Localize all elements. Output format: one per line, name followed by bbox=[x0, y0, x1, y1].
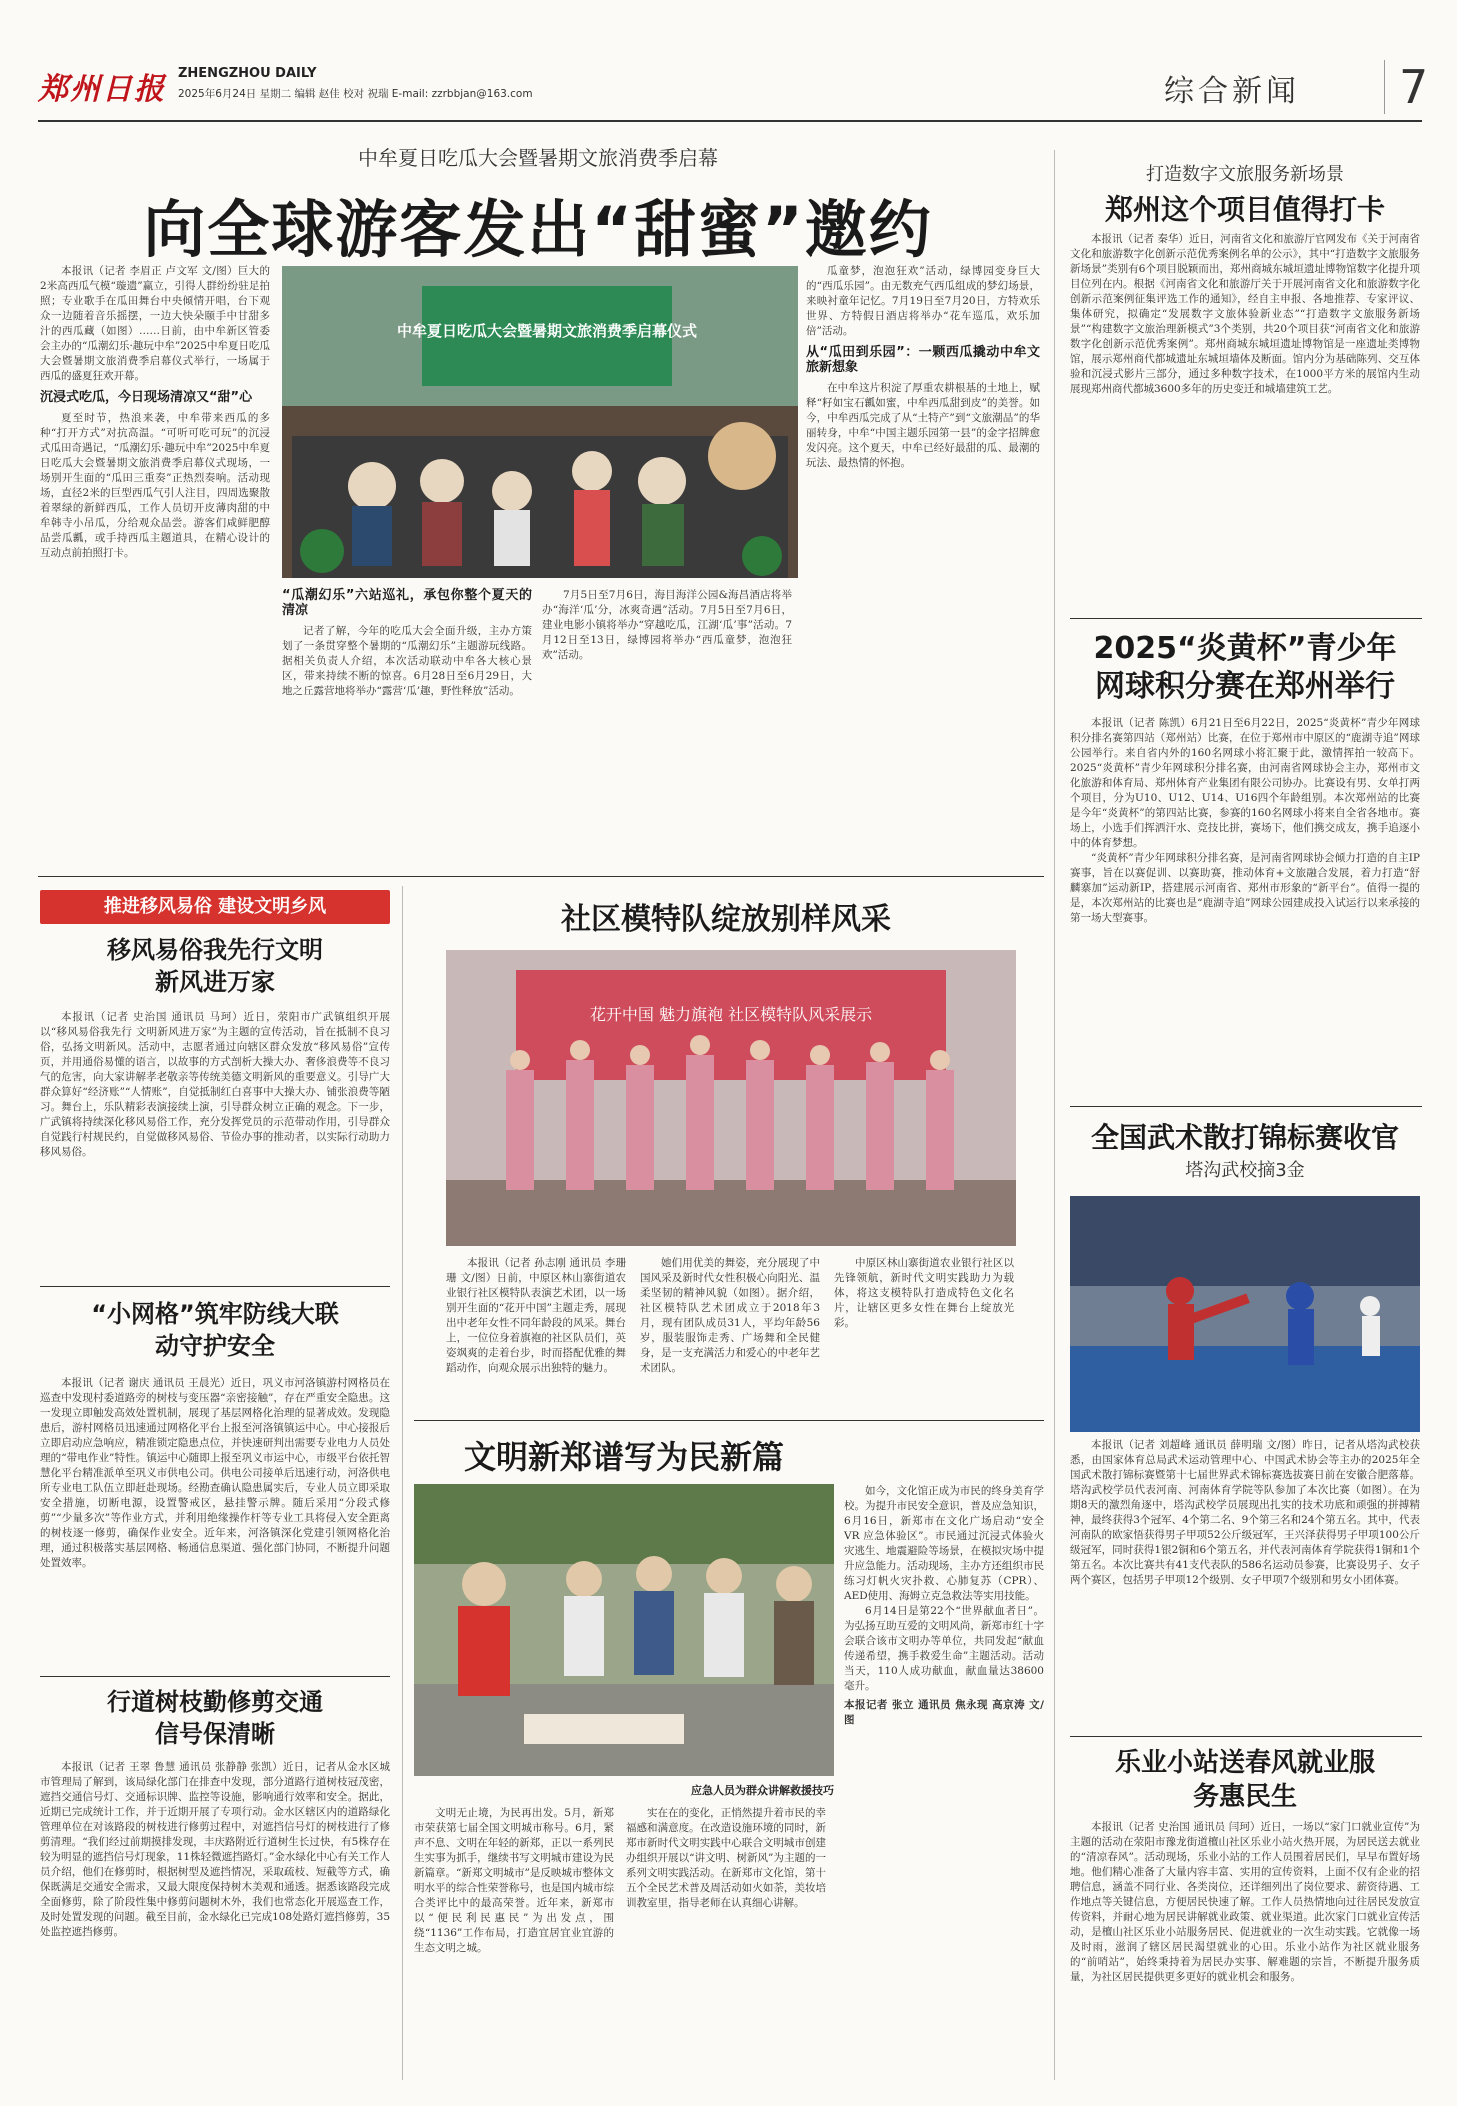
lead-col-3: 7月5日至7月6日，海目海洋公园&海昌酒店将举办“海洋‘瓜’分，冰爽奇遇”活动。7月5日至7月6日，建业电影小镇将举办“穿越吃瓜，江湖‘瓜’事”活动。7月12日至13日，绿博园将举办“西瓜童梦，泡泡狂欢”活动。 bbox=[542, 589, 792, 661]
grid-title: “小网格”筑牢防线大联动守护安全 bbox=[91, 1300, 339, 1360]
employment-body: 本报讯（记者 史治国 通讯员 闫珂）近日，一场以“家门口就业宣传”为主题的活动在荥阳市豫龙街道檀山社区乐业小站火热开展，为居民送去就业的“清凉春风”。活动现场，乐业小站的工作人员围着居民们，早早布置好场地。他们精心准备了大量内容丰富、实用的宣传资料，上面不仅有企业的招聘信息，涵盖不同行业、各类岗位，还详细列出了岗位要求、薪资待遇、工作地点等关键信息，方便居民快速了解。工作人员热情地向过往居民发放宣传资料，并耐心地为居民讲解就业政策、就业渠道。此次家门口就业宣传活动，是檀山社区乐业小站服务居民、促进就业的一次生动实践。它就像一场及时雨，滋润了辖区居民渴望就业的心田。乐业小站作为社区就业服务的“前哨站”，始终秉持着为居民办实事、解难题的宗旨，不断提升服务质量，为社区居民提供更多更好的就业机会和服务。 bbox=[1070, 1821, 1420, 1983]
rule-trees bbox=[40, 1676, 390, 1677]
rule-tennis bbox=[1070, 618, 1422, 619]
left-column-divider bbox=[402, 886, 403, 2080]
digital-title: 郑州这个项目值得打卡 bbox=[1104, 193, 1385, 226]
lead-photo-caption: “瓜潮幻乐”六站巡礼，承包你整个夏天的清凉 bbox=[282, 588, 532, 618]
trees-body: 本报讯（记者 王翠 鲁慧 通讯员 张静静 张凯）近日，记者从金水区城市管理局了解到，该局绿化部门在排查中发现，部分道路行道树枝冠茂密，遮挡交通信号灯、交通标识牌、监控等设施，影响通行效率和安全。据此，近期已完成统计工作，并于近期开展了专项行动。金水区辖区内的道路绿化管理单位在对该路段的树枝进行修剪过程中，对遮挡信号灯的树枝进行了修剪清理。“我们经过前期摸排发现，丰庆路附近行道树生长过快，有5株存在较为明显的遮挡信号灯现象，11株轻微遮挡路灯。”金水绿化中心有关工作人员介绍，他们在修剪时，根据树型及遮挡情况，采取疏枝、短截等方式，确保既满足交通安全需求，又最大限度保持树木美观和通透。据悉该路段完成全面修剪，除了阶段性集中修剪问题树木外，我们也常态化开展巡查工作，及时处置发现的问题。截至目前，金水绿化已完成108处路灯遮挡修剪，35处监控遮挡修剪。 bbox=[40, 1761, 390, 1938]
digital-kicker: 打造数字文旅服务新场景 bbox=[1146, 164, 1344, 185]
paper-name: ZHENGZHOU DAILY bbox=[178, 66, 317, 81]
column-divider bbox=[1054, 150, 1055, 2080]
models-col-3: 中原区林山寨街道农业银行社区以先锋领航，新时代文明实践助力为载体，将这支模特队打造成特色文化名片，让辖区更多女性在舞台上绽放光彩。 bbox=[834, 1257, 1014, 1329]
newspaper-logo: 郑州日报 bbox=[38, 72, 166, 107]
campaign-banner bbox=[40, 890, 390, 924]
masthead-rule bbox=[38, 120, 1422, 122]
lead-kicker: 中牟夏日吃瓜大会暨暑期文旅消费季启幕 bbox=[358, 146, 718, 170]
lead-title: 向全球游客发出“甜蜜”邀约 bbox=[143, 193, 933, 266]
employment-title: 乐业小站送春风就业服务惠民生 bbox=[1114, 1748, 1375, 1812]
rule-grid bbox=[40, 1286, 390, 1287]
page-number: 7 bbox=[1384, 60, 1428, 114]
campaign-banner-text: 推进移风易俗 建设文明乡风 bbox=[103, 896, 327, 917]
custom-title: 移风易俗我先行文明新风进万家 bbox=[107, 936, 323, 996]
tennis-title: 2025“炎黄杯”青少年网球积分赛在郑州举行 bbox=[1093, 631, 1397, 704]
models-title: 社区模特队绽放别样风采 bbox=[561, 902, 891, 937]
civilization-caption: 应急人员为群众讲解救援技巧 bbox=[691, 1784, 834, 1797]
civilization-col-2: 实在在的变化，正悄然提升着市民的幸福感和满意度。在改造设施环境的同时，新郑市新时代文明实践中心联合文明城市创建办组织开展以“讲文明、树新风”为主题的一系列文明实践活动。在新郑市文化馆，第十五个全民艺术普及周活动如火如荼，美妆培训教室里，指导老师在认真细心讲解。 bbox=[626, 1807, 826, 1909]
civilization-photo bbox=[414, 1484, 834, 1776]
tennis-body: 本报讯（记者 陈凯）6月21日至6月22日，2025“炎黄杯”青少年网球积分排名赛第四站（郑州站）比赛，在位于郑州市中原区的“鹿湖寺追”网球公园举行。来自省内外的160名网球小将汇聚于此，激情挥拍一较高下。2025“炎黄杯”青少年网球积分排名赛，由河南省网球协会主办，郑州市文化旅游和体育局、郑州体育产业集团有限公司协办。比赛设有男、女单打两个项目，分为U10、U12、U14、U16四个年龄组别。本次郑州站的比赛是今年“炎黄杯”的第四站比赛，参赛的160名网球小将来自全省各地市。赛场上，小选手们挥洒汗水、竞技比拼，赛场下，他们携交成友，携手追逐小中的体育梦想。 “炎黄杯”青少年网球积分排名赛，是河南省网球协会倾力打造的自主IP赛事，旨在以赛促训、以赛助赛，推动体育+文旅融合发展，着力打造“舒麟寨加”运动新IP，搭建展示河南省、郑州市形象的“新平台”。值得一提的是，本次郑州站的比赛也是“鹿湖寺追”网球公园建成投入试运行以来承接的第一场大型赛事。 bbox=[1070, 717, 1420, 924]
civilization-col-1: 文明无止境，为民再出发。5月，新郑市荣获第七届全国文明城市称号。6月，紧声不息、文明在年轻的新郑，正以一系列民生实事为抓手，继续书写文明城市建设为民新篇章。“新郑文明城市”是反映城市整体文明水平的综合性荣誉称号，也是国内城市综合类评比中的最高荣誉。近年来，新郑市以“便民利民惠民”为出发点，围绕“1136”工作布局，打造宜居宜业宜游的生态文明之城。 bbox=[414, 1807, 614, 1954]
lead-col-1: 本报讯（记者 李眉正 卢文军 文/图）巨大的2米高西瓜气模“璇遗”赢立，引得人群纷纷驻足拍照；专业歌手在瓜田舞台中央倾情开唱，台下观众一边随着音乐摇摆，一边大快朵颐手中甘甜多汁的西瓜藏（如图）……日前，由中牟新区管委会主办的“瓜潮幻乐·趣玩中牟”2025中牟夏日吃瓜大会暨暑期文旅消费季启幕仪式举行，一场属于西瓜的盛夏狂欢开幕。 沉浸式吃瓜，今日现场清凉又“甜”心 夏至时节，热浪来袭，中牟带来西瓜的多种“打开方式”对抗高温。“可听可吃可玩”的沉浸式瓜田奇遇记，“瓜潮幻乐·趣玩中牟”2025中牟夏日吃瓜大会暨暑期文旅消费季启幕仪式现场，一场别开生面的“瓜田三重奏”正热烈奏响。活动现场，直径2米的巨型西瓜气引人注目，四周选聚散着翠绿的新鲜西瓜，工作人员切开皮薄肉甜的中牟韩寺小吊瓜，分给观众品尝。游客们咸鲜肥醇品尝瓜瓤，或手持西瓜主题道具，在精心设计的互动点前拍照打卡。 bbox=[40, 265, 270, 559]
lead-photo-sign: 中牟夏日吃瓜大会暨暑期文旅消费季启幕仪式 bbox=[396, 322, 698, 340]
wushu-title: 全国武术散打锦标赛收官 bbox=[1090, 1121, 1399, 1154]
wushu-photo bbox=[1070, 1196, 1420, 1432]
models-col-1: 本报讯（记者 孙志刚 通讯员 李珊珊 文/图）日前，中原区林山寨街道农业银行社区模特队表演艺术团，以一场别开生面的“花开中国”主题走秀，展现出中老年女性不同年龄段的风采。舞台上，一位位身着旗袍的社区队员们，英姿飒爽的走着台步，时而搭配优雅的舞蹈动作，向观众展示出独特的魅力。 bbox=[446, 1257, 626, 1374]
lead-subhead-2: 从“瓜田到乐园”：一颗西瓜撬动中牟文旅新想象 bbox=[806, 345, 1040, 375]
civilization-col-3: 如今，文化馆正成为市民的终身美育学校。为提升市民安全意识，普及应急知识，6月16日，新郑市在文化广场启动“安全 VR 应急体验区”。市民通过沉浸式体验火灾逃生、地震避险等场景，在模拟灾场中提升应急能力。活动现场，主办方还组织市民练习灯帆火灾扑救、心肺复苏（CPR）、AED使用、海姆立克急救法等实用技能。 6月14日是第22个“世界献血者日”。为弘扬互助互爱的文明风尚，新郑市红十字会联合该市文明办等单位，共同发起“献血传递希望，携手救爱生命”主题活动。活动当天，110人成功献血，献血量达38600毫升。 本报记者 张立 通讯员 焦永现 高京涛 文/图 bbox=[844, 1485, 1044, 1726]
digital-body: 本报讯（记者 秦华）近日，河南省文化和旅游厅官网发布《关于河南省文化和旅游数字化创新示范优秀案例名单的公示》，其中“打造数字文旅服务新场景”类别有6个项目脱颖而出，郑州商城东城垣遗址博物馆数字化提升项目位列在内。根据《河南省文化和旅游厅关于开展河南省文化和旅游数字化创新示范案例征集评选工作的通知》，经自主申报、各地推荐、专家评议、集体研究，拟确定“发展数字文旅体验新业态”“打造数字文旅服务新场景”“构建数字文旅治理新模式”3个类别，共20个项目获“河南省文化和旅游数字化创新示范优秀案例”。郑州商城东城垣遗址博物馆是一座遗址类博物馆，展示郑州商代都城遗址东城垣墙体及断面。馆内分为基础陈列、交互体验和沉浸式影片三部分，通过多种数字技术，在1000平方米的展馆内生动展现郑州商代都城3600多年的历史变迁和城墙建筑工艺。 bbox=[1070, 233, 1420, 395]
civilization-byline: 本报记者 张立 通讯员 焦永现 高京涛 文/图 bbox=[844, 1699, 1044, 1726]
section-name: 综合新闻 bbox=[1164, 74, 1300, 109]
trees-title: 行道树枝勤修剪交通信号保清晰 bbox=[107, 1688, 323, 1748]
models-photo-sign: 花开中国 魅力旗袍 社区模特队风采展示 bbox=[589, 1005, 873, 1024]
grid-body: 本报讯（记者 谢庆 通讯员 王晨光）近日，巩义市河洛镇游村网格员在巡查中发现村委道路旁的树枝与变压器“亲密接触”，存在严重安全隐患。这一发现立即触发高效处置机制，展现了基层网格化治理的显著成效。发现隐患后，游村网格员迅速通过网格化平台上报至河洛镇镇运中心。中心接报后立即启动应急响应，精准锁定隐患点位，并快速研判出需要专业电力人员处理的“带电作业”特性。镇运中心随即上报至巩义市运中心，市级平台依托智慧化平台精准派单至巩义市供电公司。供电公司接单后迅速行动，河洛供电所专业电工队伍立即赶赴现场。经勘查确认隐患属实后，专业人员立即采取安全措施，切断电源，设置警戒区，悬挂警示牌。随后采用“分段式修剪”“少量多次”等作业方式，并利用绝缘操作杆等专业工具将侵入安全距离的树枝逐一修剪，确保作业安全。近年来，河洛镇深化党建引领网格化治理，通过积极落实基层网格、畅通信息渠道、强化部门协同，不断提升问题处置效率。 bbox=[40, 1377, 390, 1569]
masthead bbox=[38, 60, 1429, 122]
rule-employment bbox=[1070, 1736, 1422, 1737]
lead-subhead-1: 沉浸式吃瓜，今日现场清凉又“甜”心 bbox=[40, 390, 253, 405]
wushu-subtitle: 塔沟武校摘3金 bbox=[1185, 1160, 1305, 1181]
lead-photo bbox=[282, 266, 798, 578]
date-line: 2025年6月24日 星期二 编辑 赵佳 校对 祝瑞 E-mail: zzrbbjan@163.com bbox=[178, 88, 533, 100]
models-col-2: 她们用优美的舞姿，充分展现了中国风采及新时代女性积极心向阳光、温柔坚韧的精神风貌（如图）。据介绍，社区模特队艺术团成立于2018年3月，现有团队成员31人，平均年龄56岁，服装服饰走秀、广场舞和全民健身，是一支充满活力和爱心的中老年艺术团队。 bbox=[640, 1257, 820, 1374]
lead-col-4: 瓜童梦，泡泡狂欢”活动，绿博园变身巨大的“西瓜乐园”。由无数充气西瓜组成的梦幻场景，来映衬童年记忆。7月19日至7月20日，方特欢乐世界、方特假日酒店将举办“花车巡瓜，欢乐加倍”活动。 从“瓜田到乐园”：一颗西瓜撬动中牟文旅新想象 在中牟这片积淀了厚重农耕根基的土地上，赋释“籽如宝石瓤如蜜，中牟西瓜甜到皮”的美誉。如今，中牟西瓜完成了从“土特产”到“文旅潮品”的华丽转身，中牟“中国主题乐园第一县”的金字招牌愈发闪亮。这个夏天，中牟已经好最甜的瓜、最潮的玩法、最热情的怀抱。 bbox=[806, 265, 1040, 469]
civilization-title: 文明新郑谱写为民新篇 bbox=[463, 1438, 784, 1476]
rule-civilization bbox=[414, 1420, 1044, 1421]
rule-wushu bbox=[1070, 1106, 1422, 1107]
models-photo bbox=[446, 950, 1016, 1246]
lead-col-2: “瓜潮幻乐”六站巡礼，承包你整个夏天的清凉 记者了解，今年的吃瓜大会全面升级，主办方策划了一条贯穿整个暑期的“瓜潮幻乐”主题游玩线路。据相关负责人介绍，本次活动联动中牟各大核心景区，带来持续不断的惊喜。6月28日至6月29日，大地之丘露营地将举办“露营‘瓜’趣，野性释放”活动。 bbox=[282, 588, 532, 697]
custom-body: 本报讯（记者 史治国 通讯员 马珂）近日，荥阳市广武镇组织开展以“移风易俗我先行 文明新风进万家”为主题的宣传活动，旨在抵制不良习俗，弘扬文明新风。活动中，志愿者通过向辖区群众发放“移风易俗”宣传页，并用通俗易懂的语言，以故事的方式剖析大操大办、奢侈浪费等不良习气的危害，向大家讲解孝老敬亲等传统美德文明新风的重要意义。引导广大群众算好“经济账”“人情账”，自觉抵制红白喜事中大操大办、铺张浪费等陋习。舞台上，乐队精彩表演接续上演，引导群众树立正确的观念。下一步，广武镇将持续深化移风易俗工作，充分发挥党员的示范带动作用，引导群众自觉践行村规民约，自觉做移风易俗、节俭办事的推动者，以实际行动助力移风易俗。 bbox=[40, 1011, 390, 1158]
rule-mid bbox=[38, 876, 1044, 877]
wushu-body: 本报讯（记者 刘超峰 通讯员 薛明瑞 文/图）昨日，记者从塔沟武校获悉，由国家体育总局武术运动管理中心、中国武术协会等主办的2025年全国武术散打锦标赛暨第十七届世界武术锦标赛选拔赛日前在安徽合肥落幕。塔沟武校学员代表河南、河南体育学院等队参加了本次比赛（如图）。在为期8天的激烈角逐中，塔沟武校学员展现出扎实的技术功底和顽强的拼搏精神，最终获得3个冠军、4个第二名、9个第三名和24个第五名。其中，代表河南队的欧家悟获得男子甲项52公斤级冠军，王兴泽获得男子甲项100公斤级冠军，同时获得1银2铜和6个第五名，并代表河南体育学院获得1铜和1个第五名。本次比赛共有41支代表队的586名运动员参赛，比赛设男子、女子两个赛区，包括男子甲项12个级别、女子甲项7个级别和男女小团体赛。 bbox=[1070, 1439, 1420, 1586]
